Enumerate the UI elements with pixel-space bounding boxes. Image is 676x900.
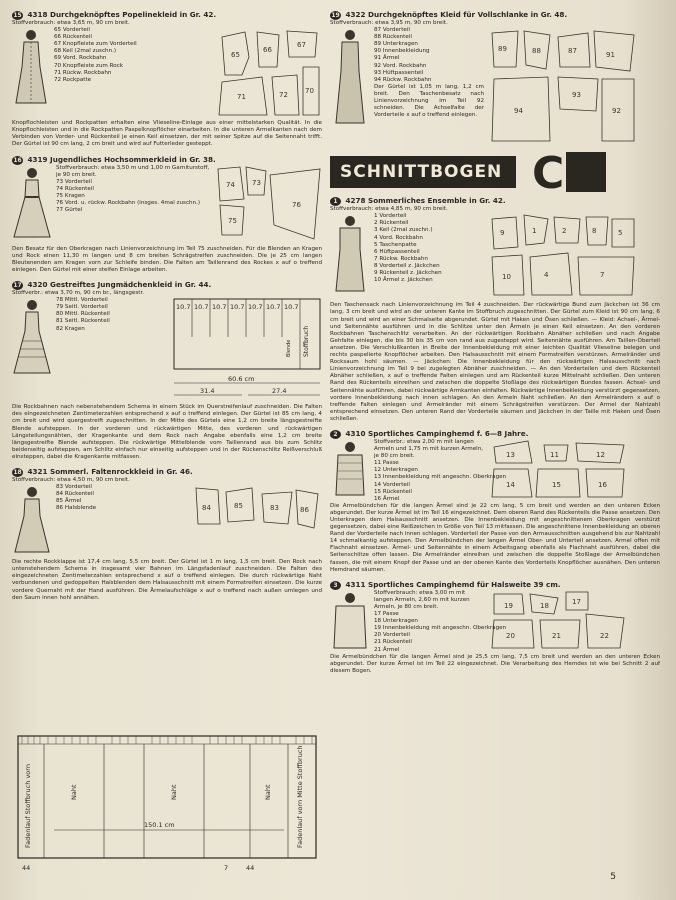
article-3 [330, 580, 660, 675]
svg-text:1: 1 [532, 227, 537, 236]
pattern-thumbnail [488, 439, 628, 503]
svg-text:84: 84 [202, 504, 211, 513]
article-number: 15 [13, 12, 22, 19]
article-17 [12, 280, 322, 461]
garment-illustration [12, 484, 52, 559]
svg-text:27.4: 27.4 [272, 387, 287, 396]
piece-list: 11 Passe 12 Unterkragen 13 Innenbekleidung mit angeschn. Oberkragen 14 Vorderteil 15 Rückenteil 16 Ärmel [374, 460, 507, 502]
svg-text:88: 88 [532, 47, 541, 56]
svg-text:Fadenlauf Stoffbruch vorn: Fadenlauf Stoffbruch vorn [24, 764, 32, 848]
svg-text:94: 94 [514, 107, 523, 116]
article-15 [12, 10, 322, 149]
garment-illustration [12, 165, 52, 246]
sheet-letter-badge [526, 148, 606, 200]
svg-text:Naht: Naht [264, 784, 272, 800]
skirt-schema-17 [172, 297, 322, 404]
svg-text:72: 72 [279, 91, 288, 100]
svg-text:19: 19 [504, 601, 513, 610]
svg-text:73: 73 [252, 178, 261, 187]
svg-text:10.7: 10.7 [230, 303, 245, 312]
svg-text:Naht: Naht [70, 784, 78, 800]
right-column [330, 10, 660, 681]
svg-text:8: 8 [592, 227, 597, 236]
pattern-thumbnail [488, 27, 638, 148]
svg-text:7: 7 [224, 864, 229, 872]
piece-list: 73 Vorderteil 74 Rückenteil 75 Kragen 76 Vord. u. rückw. Rockbahn (insges. 4mal zuschn.) 77 Gürtel [56, 178, 201, 214]
svg-text:65: 65 [231, 51, 240, 60]
fabric-usage: Stoffverbrauch: etwa 4,85 m, 90 cm breit. [330, 206, 448, 213]
svg-text:7: 7 [600, 271, 605, 280]
svg-text:150.1 cm: 150.1 cm [144, 821, 175, 829]
article-text: Die Armelbündchen für die langen Ärmel sind je 25,5 cm lang, 7,5 cm breit und werden an den unteren Ecken abgerundet. Der kurze Ärmel ist im Teil 22 eingezeichnet. Die Verarbeitung des Hemdes ist wie bei Schnitt 2 auf diesem Bogen. [330, 653, 660, 674]
article-heading: 16 4319 Jugendliches Hochsommerkleid in Gr. 38. [13, 154, 216, 164]
svg-text:10.7: 10.7 [248, 303, 263, 312]
article-text: Knopflochleisten und Rockpatten erhalten eine Vlieseline-Einlage aus einer mittelstarken Qualität. In die Knopflochleisten und in die Rockpatten Paspelknopflöcher einarbeiten. In die unteren Armelkanten nach dem Verbinden von Vorder- und Rückenteil je einen Keil einsetzen, der mit seiner Spitze auf die Seitennaht trifft. Der Gürtel ist 90 cm lang, 2 cm breit und wird auf Futterleder gesteppt. [12, 120, 322, 148]
article-1 [330, 196, 660, 423]
svg-text:66: 66 [263, 46, 272, 55]
svg-text:44: 44 [246, 864, 255, 872]
svg-text:20: 20 [506, 631, 515, 640]
article-2 [330, 429, 660, 574]
svg-text:44: 44 [22, 864, 31, 872]
svg-text:60.6 cm: 60.6 cm [228, 375, 255, 384]
svg-text:67: 67 [297, 41, 306, 50]
svg-text:14: 14 [506, 480, 515, 489]
svg-text:91: 91 [606, 51, 615, 60]
svg-text:10.7: 10.7 [284, 303, 299, 312]
svg-text:16: 16 [598, 480, 607, 489]
svg-text:76: 76 [292, 200, 301, 209]
fabric-usage: Stoffverbrauch: etwa 3,00 m mit langen Armeln, 2,60 m mit kurzen Armeln, je 80 cm breit. [374, 589, 470, 610]
schnittbogen-banner [330, 148, 660, 200]
svg-text:C: C [532, 148, 565, 200]
article-text: Die Rockbahnen nach nebenstehendem Schema in einem Stück im Querstreifenlauf zuschneiden. Die Falten des eingezeichneten Zentimeterzahlen entsprechend x auf o treffend einlegen. Der Gürtel ist 85 cm lang, 4 cm breit und wird quergestreift zugeschnitten. In der Mitte des Gürtels eine 1,2 cm breite längsgestreifte Blende aufsteppen. In der vorderen und rückwärtigen Mitte, des vorderen und rückwärtigen Längsteilungsnähten, der Kragenkante und dem Rock nach Angabe ebenfalls eine 1,2 cm breite längsgestreifte Blende aufsteppen. Die rückwärtige Mittelblende vom Taillenrand aus bis zum Schlitz beiderseitig aufsteppen, am Schlitz einfach nur einseitig aufsteppen und in der Rückenschlitz Reißverschluß einsteppen, dabei die Kragenkante mitfassen. [12, 404, 322, 460]
svg-text:21: 21 [552, 631, 561, 640]
svg-text:9: 9 [500, 229, 505, 238]
svg-text:18: 18 [540, 601, 549, 610]
svg-text:13: 13 [506, 450, 515, 459]
svg-text:75: 75 [228, 216, 237, 225]
svg-text:92: 92 [612, 107, 621, 116]
article-heading: 1 4278 Sommerliches Ensemble in Gr. 42. [330, 196, 660, 206]
svg-text:93: 93 [572, 91, 581, 100]
fabric-usage: Stoffverbr.: etwa 2,00 m mit langen Armeln und 1,75 m mit kurzen Armeln, je 80 cm breit. [374, 438, 484, 460]
piece-list: 17 Passe 18 Unterkragen 19 Innenbekleidung mit angeschn. Oberkragen 20 Vorderteil 21 Rückenteil 21 Ärmel [374, 611, 507, 653]
svg-text:11: 11 [550, 450, 559, 459]
svg-text:5: 5 [618, 229, 623, 238]
svg-text:74: 74 [226, 180, 235, 189]
svg-text:22: 22 [600, 631, 609, 640]
article-heading: 19 4322 Durchgeknöpftes Kleid für Vollschlanke in Gr. 48. [331, 10, 568, 19]
garment-illustration [12, 297, 52, 404]
svg-text:10.7: 10.7 [176, 303, 191, 312]
svg-text:Naht: Naht [170, 784, 178, 800]
piece-list: 1 Vorderteil 2 Rückenteil 3 Keil (2mal zuschn.) 4 Vord. Rockbahn 5 Taschenpatte 6 Hüftpassenteil 7 Rückw. Rockbahn 8 Vorderteil z. Jäckchen 9 Rückenteil z. Jäckchen 10 Ärmel z. Jäckchen [374, 213, 442, 284]
svg-text:86: 86 [300, 506, 309, 515]
skirt-schema-18 [14, 730, 320, 880]
article-16 [12, 155, 322, 274]
svg-text:10.7: 10.7 [266, 303, 281, 312]
svg-text:85: 85 [234, 502, 243, 511]
svg-text:10.7: 10.7 [212, 303, 227, 312]
article-heading: 17 4320 Gestreiftes Jungmädchenkleid in Gr. 44. [13, 280, 212, 290]
garment-illustration [12, 27, 50, 120]
pattern-thumbnail [214, 165, 322, 246]
banner-title: SCHNITTBOGEN [330, 156, 516, 188]
fabric-usage: Stoffverbr.: etwa 3,70 m, 90 cm br., längsgestr. [12, 290, 145, 297]
svg-text:70: 70 [305, 87, 314, 96]
svg-text:10.7: 10.7 [194, 303, 209, 312]
svg-text:15: 15 [552, 480, 561, 489]
svg-text:31.4: 31.4 [200, 387, 215, 396]
piece-list: 83 Vorderteil 84 Rückenteil 85 Ärmel 86 Halsblende [56, 484, 97, 512]
svg-text:10: 10 [502, 273, 511, 282]
garment-illustration [330, 439, 370, 503]
svg-text:87: 87 [568, 47, 577, 56]
article-heading: 15 4318 Durchgeknöpftes Popelinekleid in Gr. 42. [13, 10, 217, 19]
fabric-usage: Stoffverbrauch: etwa 3,95 m, 90 cm breit. [330, 20, 448, 26]
article-text: Die rechte Rockklappe ist 17,4 cm lang, 5,5 cm breit. Der Gürtel ist 1 m lang, 1,5 cm breit. Den Rock nach untenstehendem Schema in insgesamt vier Bahnen im Längsfadenlauf zuschneiden. Die Falten des eingezeichneten Zentimeterzahlen entsprechend x auf o treffend einlegen. Die durch rückwärtige Naht verbundenen und gedoppelten Halsblenden dem Halsausschnitt mit einem Formstreifen einsetzen. Die kurze vordere Quernaht mit der Hand ausführen. Die Ärmelaufschläge x auf o treffend nach außen umlegen und den Saum innen hohl annähen. [12, 559, 322, 601]
garment-illustration [330, 27, 370, 148]
article-text: Den Besatz für den Oberkragen nach Linienvorzeichnung im Teil 75 zuschneiden. Für die Blenden an Kragen und Rock einen 11,30 m langen und 8 cm breiten Schrägstreifen zuschneiden. Die je 25 cm langen Bleutenenden am Kragen vorn zur Schleife binden. Die Falten am Taillenrand des Rockes x auf o treffend einlegen. Den Gürtel mit einer steifen Einlage arbeiten. [12, 245, 322, 273]
svg-text:Fadenlauf vorn Mitte Stoffbruc: Fadenlauf vorn Mitte Stoffbruch [296, 745, 304, 848]
garment-illustration [330, 213, 370, 302]
article-heading: 3 4311 Sportliches Campinghemd für Halsweite 39 cm. [330, 580, 660, 590]
article-18 [12, 467, 322, 602]
pattern-thumbnail [192, 484, 322, 559]
svg-text:89: 89 [498, 45, 507, 54]
article-heading: 2 4310 Sportliches Campinghemd f. 6—8 Jahre. [330, 429, 660, 439]
article-heading: 18 4321 Sommerl. Faltenrockkleid in Gr. 46. [13, 466, 193, 476]
pattern-thumbnail [217, 27, 322, 120]
svg-text:4: 4 [544, 271, 549, 280]
article-19 [330, 10, 660, 148]
left-column [12, 10, 322, 608]
article-text: Die Armelbündchen für die langen Ärmel sind je 22 cm lang, 5 cm breit und werden an den unteren Ecken abgerundet. Der kurze Ärmel ist im Teil 16 eingezeichnet. Dem oberen Rand des Rückenteils die Passe ansetzen. Den Unterkragen dem Halsausschnitt ansetzen. Die Innenbekleidung mit angeschnittenem Oberkragen verstürzt gegensetzen, dabei eine Reißzeichen in Größe von Teil 13 mitfassen. Die angeschnittene Innenbekleidung an oberen Rand der Vorderteile nach innen schlagen. Vorderteil der Passe von den Armausschnitten ausgehend bis zur Nahtzahl 14 schmalkantig aufsteppen. Den Armelbündchen der langen Ärmel Ober- und Unterteil ansetzen. Armel offen mit Flachnaht einsetzen. Ärmel- und Seitennähte in einem Arbeitsgang ebenfalls als Flachnaht ausführen, dabei die Seitenschlitze offen lassen. Die Armelränder einreihen und zwischen die doppelte Stoßlage der Armelbündchen fassen, die mit einem Knopf der Passe und an der oberen Kante des Vorderteils Knopflöcher ausnähen. Den unteren Hemdrand säumen. [330, 502, 660, 573]
article-text: Der Gürtel ist 1,05 m lang, 1,2 cm breit. Den Taschenbesatz nach Linienvorzeichnung im Teil 92 schneiden. Die Achselfalte der Vorderteile x auf o treffend einlegen. [374, 83, 484, 119]
svg-text:17: 17 [572, 597, 581, 606]
svg-text:Stoffbruch: Stoffbruch [303, 325, 310, 358]
svg-text:12: 12 [596, 450, 605, 459]
svg-text:83: 83 [270, 504, 279, 513]
svg-text:71: 71 [237, 93, 246, 102]
piece-list: 78 Mittl. Vorderteil 79 Seitl. Vorderteil 80 Mittl. Rückenteil 81 Seitl. Rückenteil 82 Kragen [56, 297, 110, 332]
pattern-thumbnail [488, 590, 628, 654]
pattern-thumbnail [488, 213, 638, 302]
fabric-usage: Stoffverbrauch: etwa 3,65 m, 90 cm breit. [12, 20, 130, 26]
article-text: Den Taschensack nach Linienvorzeichnung im Teil 4 zuschneiden. Der rückwärtige Bund zum Jäckchen ist 36 cm lang, 3 cm breit und wird an der unteren Kante im Stoffbruch zugeschnitten. Der Gürtel zum Kleid ist 90 cm lang, 6 cm breit und wird an einer Schmalseite abgerundet. Gürtel mit Haken und Ösen schließen. — Kleid: Achsel-, Ärmel- und Seitennähte ausführen und in die Schlitze unter den Ärmeln je einen Keil einsetzen. An den vorderen Rockbahnen Taschenschlitz verarbeiten. An der rückwärtigen Rockbahn Abnäher schließen und nach Angabe Gehfalte einlegen, die bis 30 bis 35 cm von rand aus zugesteppt wird. Seitennähte ausführen. Am Taillen-Oberteil ansetzen. Die Verschlußkanten in Breite der Innenbekleidung mit einer leichten Qualität Vlieseline belegen und rechts paspelierte Knopflöcher arbeiten. Den Halsausschnitt mit einem Formstreifen verstürzen. Armelränder und Rocksaum hohl säumen. — Jäckchen: Die Innenbekleidung für den rückwärtigen Halsausschnitt nach Linienvorzeichnung im Teil 9 bei zugelegten Abnäher zuschneiden. — An den Vorderteilen und dem Rückenteil Abnäher schließen, x auf o treffende Falten einlegen und am Rückenteil kurze Mittelnaht schließen. Den unteren Rand des Rückenteils einreihen und zwischen die doppelte Stoßlage des rückwärtigen Bundes fassen. Achsel- und Seitennähte ausführen, dabei rückwärtige Armkanten einfalten. Rückwärtige Innenbekleidung verstürzt gegensetzen, vordere Innenbekleidung nach innen schlagen. An den Armeln Naht schließen. An den Armelrändern x auf o treffende Falten einlegen und Armelränder mit einem Schrägstreifen verstürzen. Der Armel der Nahtzahl entsprechend einsetzen. Den unteren Rand der Vorderteile säumen und Jäckchen in der Taille mit Haken und Ösen schließen. [330, 302, 660, 422]
fabric-usage: Stoffverbrauch: etwa 3,50 m und 1,00 m Garniturstoff, je 90 cm breit. [56, 164, 210, 178]
fabric-usage: Stoffverbrauch: etwa 4,50 m, 90 cm breit. [12, 476, 130, 483]
garment-illustration [330, 590, 370, 654]
piece-list: 87 Vorderteil 88 Rückenteil 89 Unterkragen 90 Innenbekleidung 91 Ärmel 92 Vord. Rockbahn 93 Hüftpassenteil 94 Rückw. Rockbahn [374, 27, 432, 83]
svg-text:2: 2 [562, 227, 567, 236]
svg-text:Blende: Blende [286, 339, 292, 358]
page-number: 5 [610, 872, 616, 882]
piece-list: 65 Vorderteil 66 Rückenteil 67 Knopfleiste zum Vorderteil 68 Keil (2mal zuschn.) 69 Vord. Rockbahn 70 Knopfleiste zum Rock 71 Rückw. Rockbahn 72 Rockpatte [54, 27, 137, 83]
